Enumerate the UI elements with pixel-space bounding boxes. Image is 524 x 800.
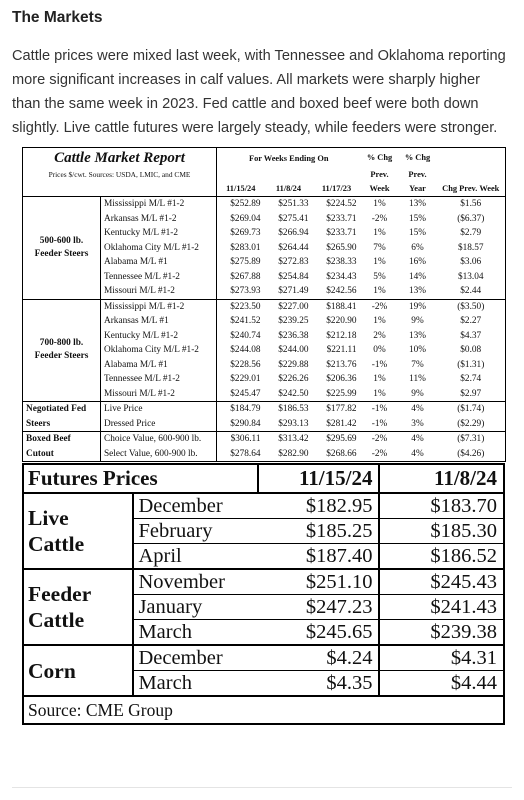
price-cell: $244.08 bbox=[230, 345, 261, 356]
pct-week-cell: 1% bbox=[373, 374, 386, 385]
futures-month: December bbox=[133, 493, 258, 519]
price-cell: $266.94 bbox=[278, 228, 309, 239]
table-row bbox=[23, 417, 506, 432]
price-cell: $254.84 bbox=[278, 271, 309, 282]
pct-week-cell: -2% bbox=[371, 213, 388, 224]
pct-year-cell: 14% bbox=[408, 271, 427, 282]
price-cell: $293.13 bbox=[265, 417, 313, 432]
futures-month: December bbox=[133, 645, 258, 671]
chg-cell: ($7.31) bbox=[437, 432, 506, 447]
futures-month: March bbox=[133, 671, 258, 697]
price-cell: $220.90 bbox=[326, 316, 357, 327]
futures-price: $251.10 bbox=[258, 569, 380, 595]
price-cell: $275.41 bbox=[278, 213, 309, 224]
price-cell: $212.18 bbox=[326, 330, 357, 341]
price-cell: $224.52 bbox=[313, 197, 361, 212]
price-cell: $281.42 bbox=[313, 417, 361, 432]
market-name: Arkansas M/L #1-2 bbox=[101, 212, 217, 227]
pct-week-cell: -1% bbox=[361, 402, 399, 417]
market-name: Oklahoma City M/L #1-2 bbox=[101, 343, 217, 358]
chg-cell: $2.79 bbox=[437, 226, 506, 241]
futures-col-1: 11/15/24 bbox=[258, 464, 380, 493]
market-name: Kentucky M/L #1-2 bbox=[101, 226, 217, 241]
pct-year-cell: 15% bbox=[408, 213, 427, 224]
price-cell: $240.74 bbox=[230, 330, 261, 341]
table-row bbox=[23, 402, 506, 417]
futures-price: $187.40 bbox=[258, 544, 380, 570]
group-label: 700-800 lb. Feeder Steers bbox=[23, 299, 101, 402]
price-cell: $272.83 bbox=[278, 257, 309, 268]
pct-week-cell: -1% bbox=[371, 359, 388, 370]
price-cell: $239.25 bbox=[278, 316, 309, 327]
report-sources: Prices $/cwt. Sources: USDA, LMIC, and CME bbox=[23, 167, 217, 182]
market-name: Choice Value, 600-900 lb. bbox=[101, 432, 217, 447]
price-cell: $233.71 bbox=[326, 213, 357, 224]
pct-year-cell: 4% bbox=[399, 447, 437, 462]
pct-year-cell: 4% bbox=[399, 432, 437, 447]
futures-price: $245.43 bbox=[379, 569, 504, 595]
pct-year-cell: 7% bbox=[411, 359, 424, 370]
price-cell: $275.89 bbox=[230, 257, 261, 268]
group-label: Cutout bbox=[23, 447, 101, 462]
price-cell: $234.43 bbox=[326, 271, 357, 282]
chg-cell: $2.44 bbox=[437, 284, 506, 299]
market-name: Tennessee M/L #1-2 bbox=[101, 270, 217, 285]
market-name: Arkansas M/L #1 bbox=[101, 314, 217, 329]
futures-price: $4.35 bbox=[258, 671, 380, 697]
price-cell: $283.01 bbox=[230, 242, 261, 253]
price-cell: $306.11 bbox=[217, 432, 265, 447]
chg-cell: ($2.29) bbox=[437, 417, 506, 432]
pct-year-cell: 19% bbox=[399, 299, 437, 314]
futures-col-2: 11/8/24 bbox=[379, 464, 504, 493]
chg-prev-week-line2: Prev. bbox=[370, 169, 389, 179]
price-cell: $226.26 bbox=[278, 374, 309, 385]
pct-week-cell: 2% bbox=[373, 330, 386, 341]
pct-year-cell: 6% bbox=[411, 242, 424, 253]
price-cell: $251.33 bbox=[265, 197, 313, 212]
price-cell: $206.36 bbox=[326, 374, 357, 385]
chg-cell: $2.74 bbox=[437, 372, 506, 387]
futures-row bbox=[23, 493, 504, 519]
chg-cell: ($4.26) bbox=[437, 447, 506, 462]
group-label: Boxed Beef bbox=[23, 432, 101, 447]
group-label: 500-600 lb. Feeder Steers bbox=[23, 197, 101, 300]
chg-cell: $1.56 bbox=[437, 197, 506, 212]
pct-week-cell: 1% bbox=[361, 197, 399, 212]
price-cell: $271.49 bbox=[265, 284, 313, 299]
futures-month: January bbox=[133, 595, 258, 620]
pct-week-cell: -2% bbox=[361, 432, 399, 447]
price-cell: $282.90 bbox=[265, 447, 313, 462]
futures-row bbox=[23, 645, 504, 671]
chg-prev-year-line2: Prev. bbox=[408, 169, 427, 179]
price-cell: $313.42 bbox=[265, 432, 313, 447]
chg-cell: ($1.31) bbox=[437, 358, 506, 373]
market-name: Live Price bbox=[101, 402, 217, 417]
market-name: Dressed Price bbox=[101, 417, 217, 432]
cattle-market-report-table bbox=[22, 147, 506, 462]
futures-price: $4.31 bbox=[379, 645, 504, 671]
pct-week-cell: 0% bbox=[373, 345, 386, 356]
table-row bbox=[23, 432, 506, 447]
chg-cell: ($6.37) bbox=[437, 212, 506, 227]
pct-week-cell: -2% bbox=[361, 299, 399, 314]
date-col-2: 11/8/24 bbox=[265, 182, 313, 197]
futures-group-label: Feeder Cattle bbox=[23, 569, 133, 645]
intro-paragraph: Cattle prices were mixed last week, with Tennessee and Oklahoma reporting more significant increases in calf values. All markets were sharply higher than the same week in 2023. Fed cattle and boxed beef were both down slightly. Live cattle futures were largely steady, while feeders were stronger. bbox=[12, 48, 506, 136]
price-cell: $267.88 bbox=[230, 271, 261, 282]
futures-source: Source: CME Group bbox=[23, 696, 504, 724]
pct-year-cell: 15% bbox=[408, 228, 427, 239]
chg-prev-year-line1: % Chg bbox=[399, 148, 437, 168]
pct-year-cell: 13% bbox=[399, 284, 437, 299]
chg-cell: ($3.50) bbox=[437, 299, 506, 314]
pct-year-cell: 9% bbox=[411, 316, 424, 327]
price-cell: $186.53 bbox=[265, 402, 313, 417]
market-name: Alabama M/L #1 bbox=[101, 255, 217, 270]
table-row bbox=[23, 299, 506, 314]
futures-month: March bbox=[133, 620, 258, 646]
pct-year-cell: 13% bbox=[399, 197, 437, 212]
group-label: Steers bbox=[23, 417, 101, 432]
price-cell: $229.01 bbox=[230, 374, 261, 385]
price-cell: $225.99 bbox=[313, 387, 361, 402]
pct-week-cell: -2% bbox=[361, 447, 399, 462]
market-name: Oklahoma City M/L #1-2 bbox=[101, 241, 217, 256]
pct-year-cell: 9% bbox=[399, 387, 437, 402]
pct-year-cell: 11% bbox=[409, 374, 426, 385]
price-cell: $245.47 bbox=[217, 387, 265, 402]
futures-prices-table bbox=[22, 463, 505, 725]
futures-price: $4.44 bbox=[379, 671, 504, 697]
futures-price: $245.65 bbox=[258, 620, 380, 646]
chg-cell: $2.27 bbox=[437, 314, 506, 329]
market-name: Select Value, 600-900 lb. bbox=[101, 447, 217, 462]
table-row bbox=[23, 447, 506, 462]
chg-header: Chg Prev. Week bbox=[437, 182, 506, 197]
price-cell: $227.00 bbox=[265, 299, 313, 314]
price-cell: $213.76 bbox=[326, 359, 357, 370]
chg-cell: $18.57 bbox=[437, 241, 506, 256]
bottom-divider bbox=[12, 787, 512, 788]
price-cell: $177.82 bbox=[313, 402, 361, 417]
price-cell: $265.90 bbox=[326, 242, 357, 253]
market-name: Missouri M/L #1-2 bbox=[101, 284, 217, 299]
price-cell: $273.93 bbox=[217, 284, 265, 299]
chg-prev-week-line3: Week bbox=[361, 182, 399, 197]
price-cell: $236.38 bbox=[278, 330, 309, 341]
futures-month: November bbox=[133, 569, 258, 595]
pct-week-cell: 1% bbox=[373, 228, 386, 239]
chg-cell: ($1.74) bbox=[437, 402, 506, 417]
chg-cell: $0.08 bbox=[437, 343, 506, 358]
table-row bbox=[23, 197, 506, 212]
futures-title: Futures Prices bbox=[23, 464, 258, 493]
group-label: Negotiated Fed bbox=[23, 402, 101, 417]
futures-month: April bbox=[133, 544, 258, 570]
price-cell: $223.50 bbox=[217, 299, 265, 314]
futures-price: $182.95 bbox=[305, 494, 373, 517]
market-name: Missouri M/L #1-2 bbox=[101, 387, 217, 402]
futures-price: $4.24 bbox=[258, 645, 380, 671]
pct-year-cell: 16% bbox=[408, 257, 427, 268]
futures-price: $186.52 bbox=[379, 544, 504, 570]
price-cell: $238.33 bbox=[326, 257, 357, 268]
pct-year-cell: 4% bbox=[399, 402, 437, 417]
chg-cell: $2.97 bbox=[437, 387, 506, 402]
price-cell: $269.04 bbox=[230, 213, 261, 224]
price-cell: $264.44 bbox=[278, 242, 309, 253]
market-name: Alabama M/L #1 bbox=[101, 358, 217, 373]
price-cell: $233.71 bbox=[326, 228, 357, 239]
price-cell: $244.00 bbox=[278, 345, 309, 356]
price-cell: $188.41 bbox=[313, 299, 361, 314]
date-col-1: 11/15/24 bbox=[217, 182, 265, 197]
chg-cell: $4.37 bbox=[437, 329, 506, 344]
weeks-header: For Weeks Ending On bbox=[217, 148, 361, 182]
chg-cell: $13.04 bbox=[437, 270, 506, 285]
price-cell: $229.88 bbox=[278, 359, 309, 370]
futures-group-label: Live Cattle bbox=[28, 506, 85, 556]
price-cell: $269.73 bbox=[230, 228, 261, 239]
pct-year-cell: 3% bbox=[399, 417, 437, 432]
futures-price: $247.23 bbox=[258, 595, 380, 620]
pct-week-cell: 1% bbox=[373, 316, 386, 327]
market-name: Mississippi M/L #1-2 bbox=[101, 197, 217, 212]
price-cell: $290.84 bbox=[217, 417, 265, 432]
price-cell: $184.79 bbox=[217, 402, 265, 417]
futures-month: February bbox=[133, 519, 258, 544]
price-cell: $242.56 bbox=[313, 284, 361, 299]
pct-week-cell: 1% bbox=[361, 387, 399, 402]
price-cell: $268.66 bbox=[313, 447, 361, 462]
pct-week-cell: 7% bbox=[373, 242, 386, 253]
futures-price: $185.30 bbox=[379, 519, 504, 544]
pct-week-cell: 5% bbox=[373, 271, 386, 282]
futures-price: $239.38 bbox=[379, 620, 504, 646]
market-name: Mississippi M/L #1-2 bbox=[101, 299, 217, 314]
price-cell: $228.56 bbox=[230, 359, 261, 370]
futures-price: $185.25 bbox=[258, 519, 380, 544]
futures-row bbox=[23, 569, 504, 595]
pct-week-cell: 1% bbox=[373, 257, 386, 268]
chg-cell: $3.06 bbox=[437, 255, 506, 270]
pct-year-cell: 10% bbox=[408, 345, 427, 356]
chg-prev-week-line1: % Chg bbox=[361, 148, 399, 168]
price-cell: $295.69 bbox=[313, 432, 361, 447]
price-cell: $242.50 bbox=[265, 387, 313, 402]
price-cell: $252.89 bbox=[217, 197, 265, 212]
price-cell: $221.11 bbox=[326, 345, 357, 356]
pct-year-cell: 13% bbox=[408, 330, 427, 341]
price-cell: $241.52 bbox=[230, 316, 261, 327]
futures-price: $241.43 bbox=[379, 595, 504, 620]
market-name: Kentucky M/L #1-2 bbox=[101, 329, 217, 344]
futures-price: $183.70 bbox=[379, 493, 504, 519]
report-title: Cattle Market Report bbox=[23, 148, 217, 168]
page-heading: The Markets bbox=[12, 9, 103, 26]
date-col-3: 11/17/23 bbox=[313, 182, 361, 197]
chg-prev-year-line3: Year bbox=[399, 182, 437, 197]
futures-group-label: Corn bbox=[23, 645, 133, 696]
market-name: Tennessee M/L #1-2 bbox=[101, 372, 217, 387]
price-cell: $278.64 bbox=[217, 447, 265, 462]
pct-week-cell: 1% bbox=[361, 284, 399, 299]
pct-week-cell: -1% bbox=[361, 417, 399, 432]
